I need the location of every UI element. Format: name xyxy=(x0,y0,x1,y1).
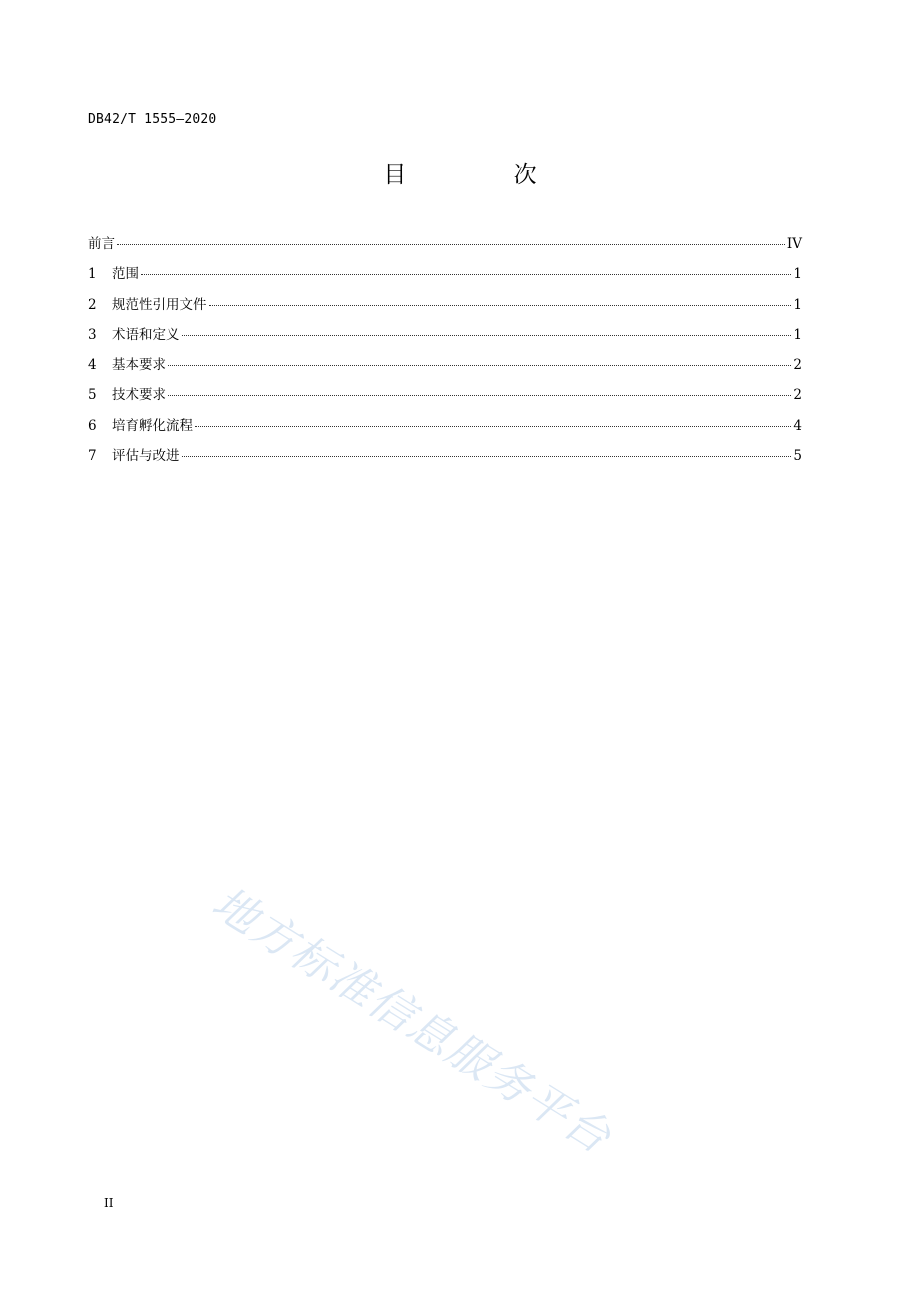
toc-entry-label: 技术要求 xyxy=(112,387,166,404)
toc-entry-number: 6 xyxy=(88,417,97,434)
toc-leader-dots xyxy=(168,365,791,366)
toc-entry-4[interactable] xyxy=(88,357,802,387)
toc-leader-dots xyxy=(182,335,792,336)
toc-entry-1[interactable] xyxy=(88,266,802,296)
toc-leader-dots xyxy=(195,426,791,427)
toc-entry-number: 2 xyxy=(88,296,97,313)
table-of-contents xyxy=(88,236,802,478)
toc-entry-page: 4 xyxy=(793,417,802,434)
toc-entry-page: 2 xyxy=(793,387,802,404)
toc-entry-7[interactable] xyxy=(88,448,802,478)
toc-leader-dots xyxy=(182,456,792,457)
toc-entry-label: 术语和定义 xyxy=(112,326,180,343)
toc-entry-label: 基本要求 xyxy=(112,357,166,374)
toc-entry-6[interactable] xyxy=(88,418,802,448)
toc-leader-dots xyxy=(168,395,791,396)
toc-entry-2[interactable] xyxy=(88,297,802,327)
toc-entry-number: 3 xyxy=(88,326,97,343)
toc-entry-label: 培育孵化流程 xyxy=(112,417,193,434)
toc-leader-dots xyxy=(117,244,785,245)
toc-entry-page: 2 xyxy=(793,357,802,374)
toc-entry-number: 5 xyxy=(88,387,97,404)
toc-entry-number: 4 xyxy=(88,357,97,374)
toc-entry-page: 1 xyxy=(793,266,802,283)
toc-entry-5[interactable] xyxy=(88,387,802,417)
footer-page-number: II xyxy=(104,1196,114,1210)
watermark-text: 地方标准信息服务平台 xyxy=(203,877,621,1165)
toc-entry-page: 5 xyxy=(793,448,802,465)
toc-entry-label: 范围 xyxy=(112,266,139,283)
toc-entry-page: 1 xyxy=(793,296,802,313)
toc-entry-foreword[interactable] xyxy=(88,236,802,266)
toc-entry-number: 1 xyxy=(88,266,97,283)
toc-entry-3[interactable] xyxy=(88,327,802,357)
toc-entry-label: 前言 xyxy=(88,236,115,252)
document-code: DB42/T 1555—2020 xyxy=(88,112,217,127)
toc-entry-page: IV xyxy=(786,236,802,252)
toc-leader-dots xyxy=(209,305,792,306)
toc-leader-dots xyxy=(141,274,791,275)
page-title: 目 次 xyxy=(383,162,587,188)
toc-entry-label: 规范性引用文件 xyxy=(112,296,207,313)
toc-entry-label: 评估与改进 xyxy=(112,448,180,465)
toc-entry-number: 7 xyxy=(88,448,97,465)
toc-entry-page: 1 xyxy=(793,326,802,343)
